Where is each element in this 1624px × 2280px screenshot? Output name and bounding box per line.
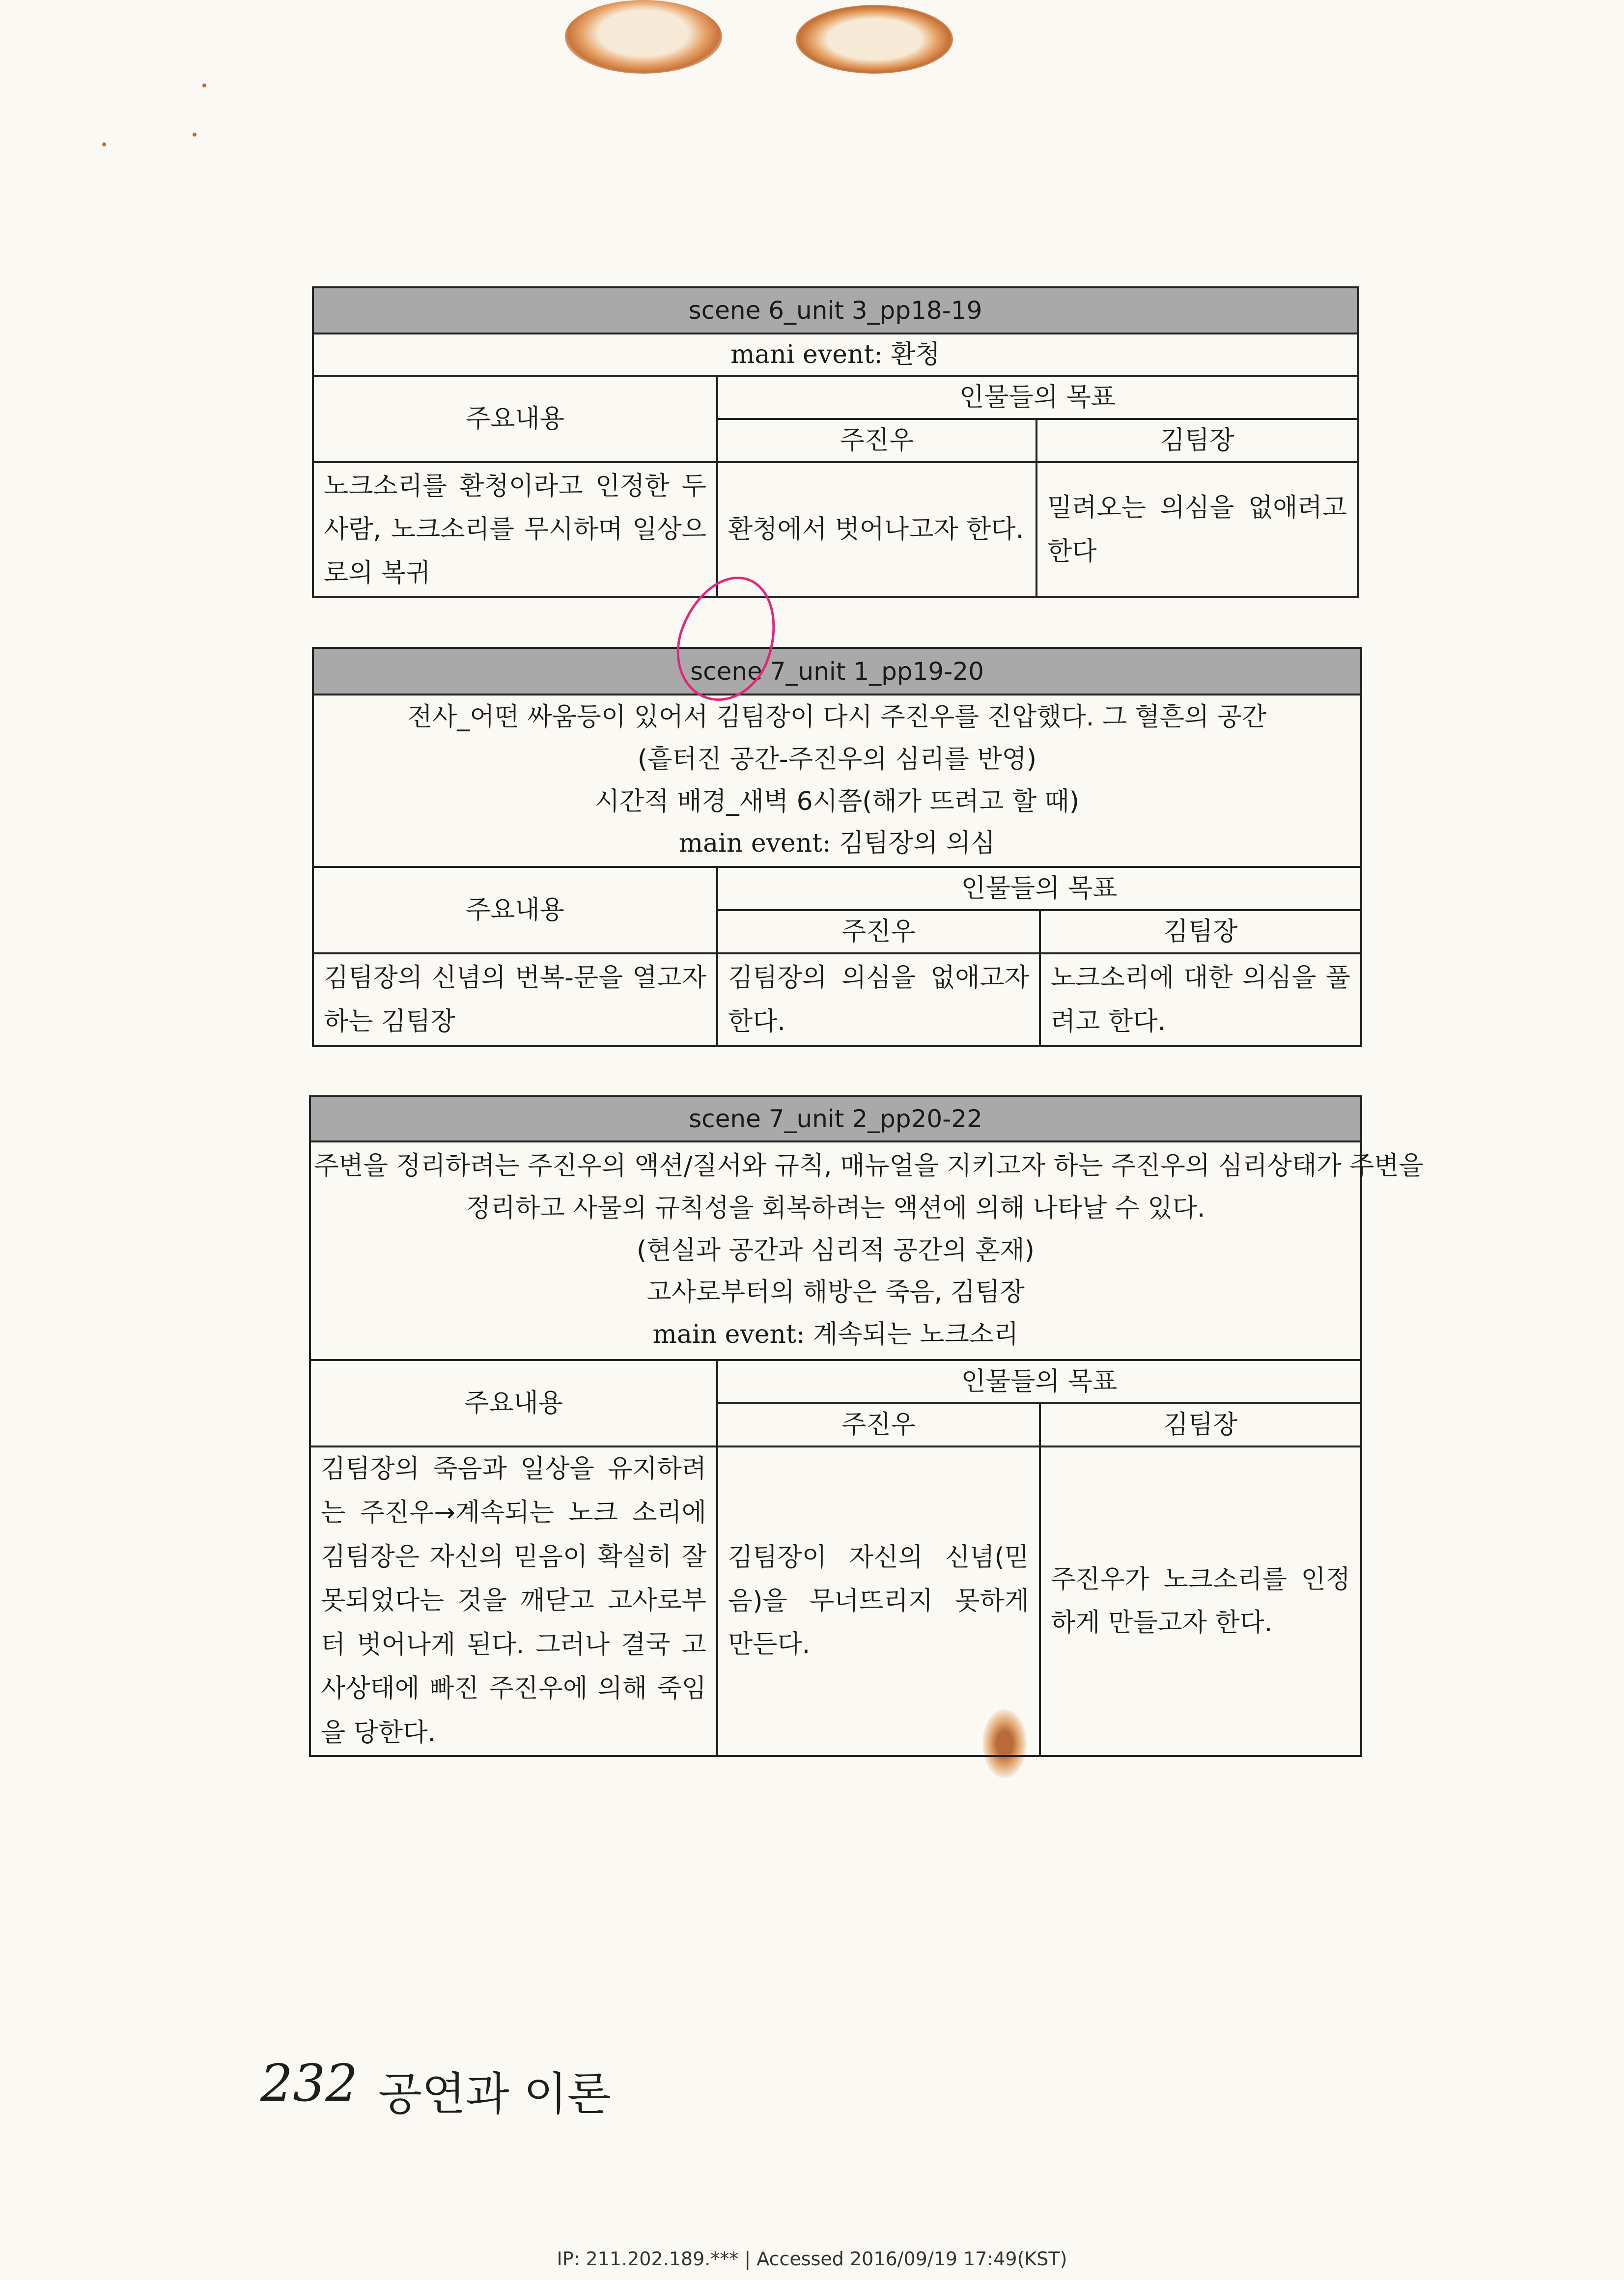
goal-character-2: 주진우가 노크소리를 인정하게 만들고자 한다. — [1040, 1446, 1361, 1756]
col-character-2: 김팀장 — [1036, 419, 1358, 462]
event-line: 고사로부터의 해방은 죽음, 김팀장 — [646, 1278, 1025, 1307]
goal-character-1: 김팀장의 의심을 없애고자 한다. — [717, 953, 1040, 1046]
main-event: main event: 김팀장의 의심 — [678, 829, 996, 859]
page-number: 232 — [260, 2053, 358, 2113]
main-content-cell: 김팀장의 죽음과 일상을 유지하려는 주진우→계속되는 노크 소리에 김팀장은 자신의 믿음이 확실히 잘못되었다는 것을 깨닫고 고사로부터 벗어나게 된다. 그러나 결국 고사상태에 빠진 주진우에 의해 죽임을 당한다. — [310, 1446, 717, 1756]
col-character-goals: 인물들의 목표 — [717, 867, 1361, 910]
event-line: 전사_어떤 싸움등이 있어서 김팀장이 다시 주진우를 진압했다. 그 혈흔의 공간 — [407, 702, 1267, 732]
main-content-cell: 노크소리를 환청이라고 인정한 두 사람, 노크소리를 무시하며 일상으로의 복귀 — [313, 462, 717, 597]
access-info: IP: 211.202.189.*** | Accessed 2016/09/19 17:49(KST) — [557, 2248, 1067, 2270]
event-line: 시간적 배경_새벽 6시쯤(해가 뜨려고 할 때) — [594, 786, 1080, 816]
scan-speck — [193, 133, 196, 137]
event-line: 정리하고 사물의 규칙성을 회복하려는 액션에 의해 나타날 수 있다. — [466, 1193, 1205, 1223]
event-description — [313, 695, 1361, 867]
col-character-goals: 인물들의 목표 — [717, 376, 1358, 419]
goal-character-2: 노크소리에 대한 의심을 풀려고 한다. — [1040, 953, 1361, 1046]
event-line: (현실과 공간과 심리적 공간의 혼재) — [637, 1235, 1035, 1265]
col-main-content: 주요내용 — [313, 867, 717, 953]
col-main-content: 주요내용 — [310, 1360, 717, 1446]
main-event: mani event: 환청 — [313, 334, 1358, 376]
col-character-2: 김팀장 — [1040, 910, 1361, 953]
scan-speck — [202, 83, 206, 87]
main-event: main event: 계속되는 노크소리 — [652, 1320, 1019, 1350]
col-character-1: 주진우 — [717, 419, 1036, 462]
event-line: (흩터진 공간-주진우의 심리를 반영) — [637, 744, 1037, 774]
main-content-cell: 김팀장의 신념의 번복-문을 열고자 하는 김팀장 — [313, 953, 717, 1046]
col-character-1: 주진우 — [717, 1403, 1040, 1446]
col-character-2: 김팀장 — [1040, 1403, 1361, 1446]
scene-table-3 — [309, 1095, 1424, 1757]
scene-header: scene 7_unit 2_pp20-22 — [310, 1096, 1361, 1141]
col-character-1: 주진우 — [717, 910, 1040, 953]
scan-speck — [102, 142, 106, 146]
paper-stain — [565, 0, 722, 74]
goal-character-1: 환청에서 벗어나고자 한다. — [717, 462, 1036, 597]
book-title: 공연과 이론 — [378, 2068, 611, 2120]
col-main-content: 주요내용 — [313, 376, 717, 462]
scene-header: scene 7_unit 1_pp19-20 — [313, 648, 1361, 695]
scene-header: scene 6_unit 3_pp18-19 — [313, 287, 1358, 334]
goal-character-2: 밀려오는 의심을 없애려고 한다 — [1036, 462, 1358, 597]
paper-stain — [796, 5, 953, 74]
event-line: 주변을 정리하려는 주진우의 액션/질서와 규칙, 매뉴얼을 지키고자 하는 주진우의 심리상태가 주변을 — [314, 1151, 1424, 1181]
scene-table-1 — [312, 286, 1359, 598]
col-character-goals: 인물들의 목표 — [717, 1360, 1361, 1403]
goal-character-1: 김팀장이 자신의 신념(믿음)을 무너뜨리지 못하게 만든다. — [717, 1446, 1040, 1756]
scene-table-2 — [312, 647, 1362, 1047]
event-description — [310, 1141, 1424, 1360]
